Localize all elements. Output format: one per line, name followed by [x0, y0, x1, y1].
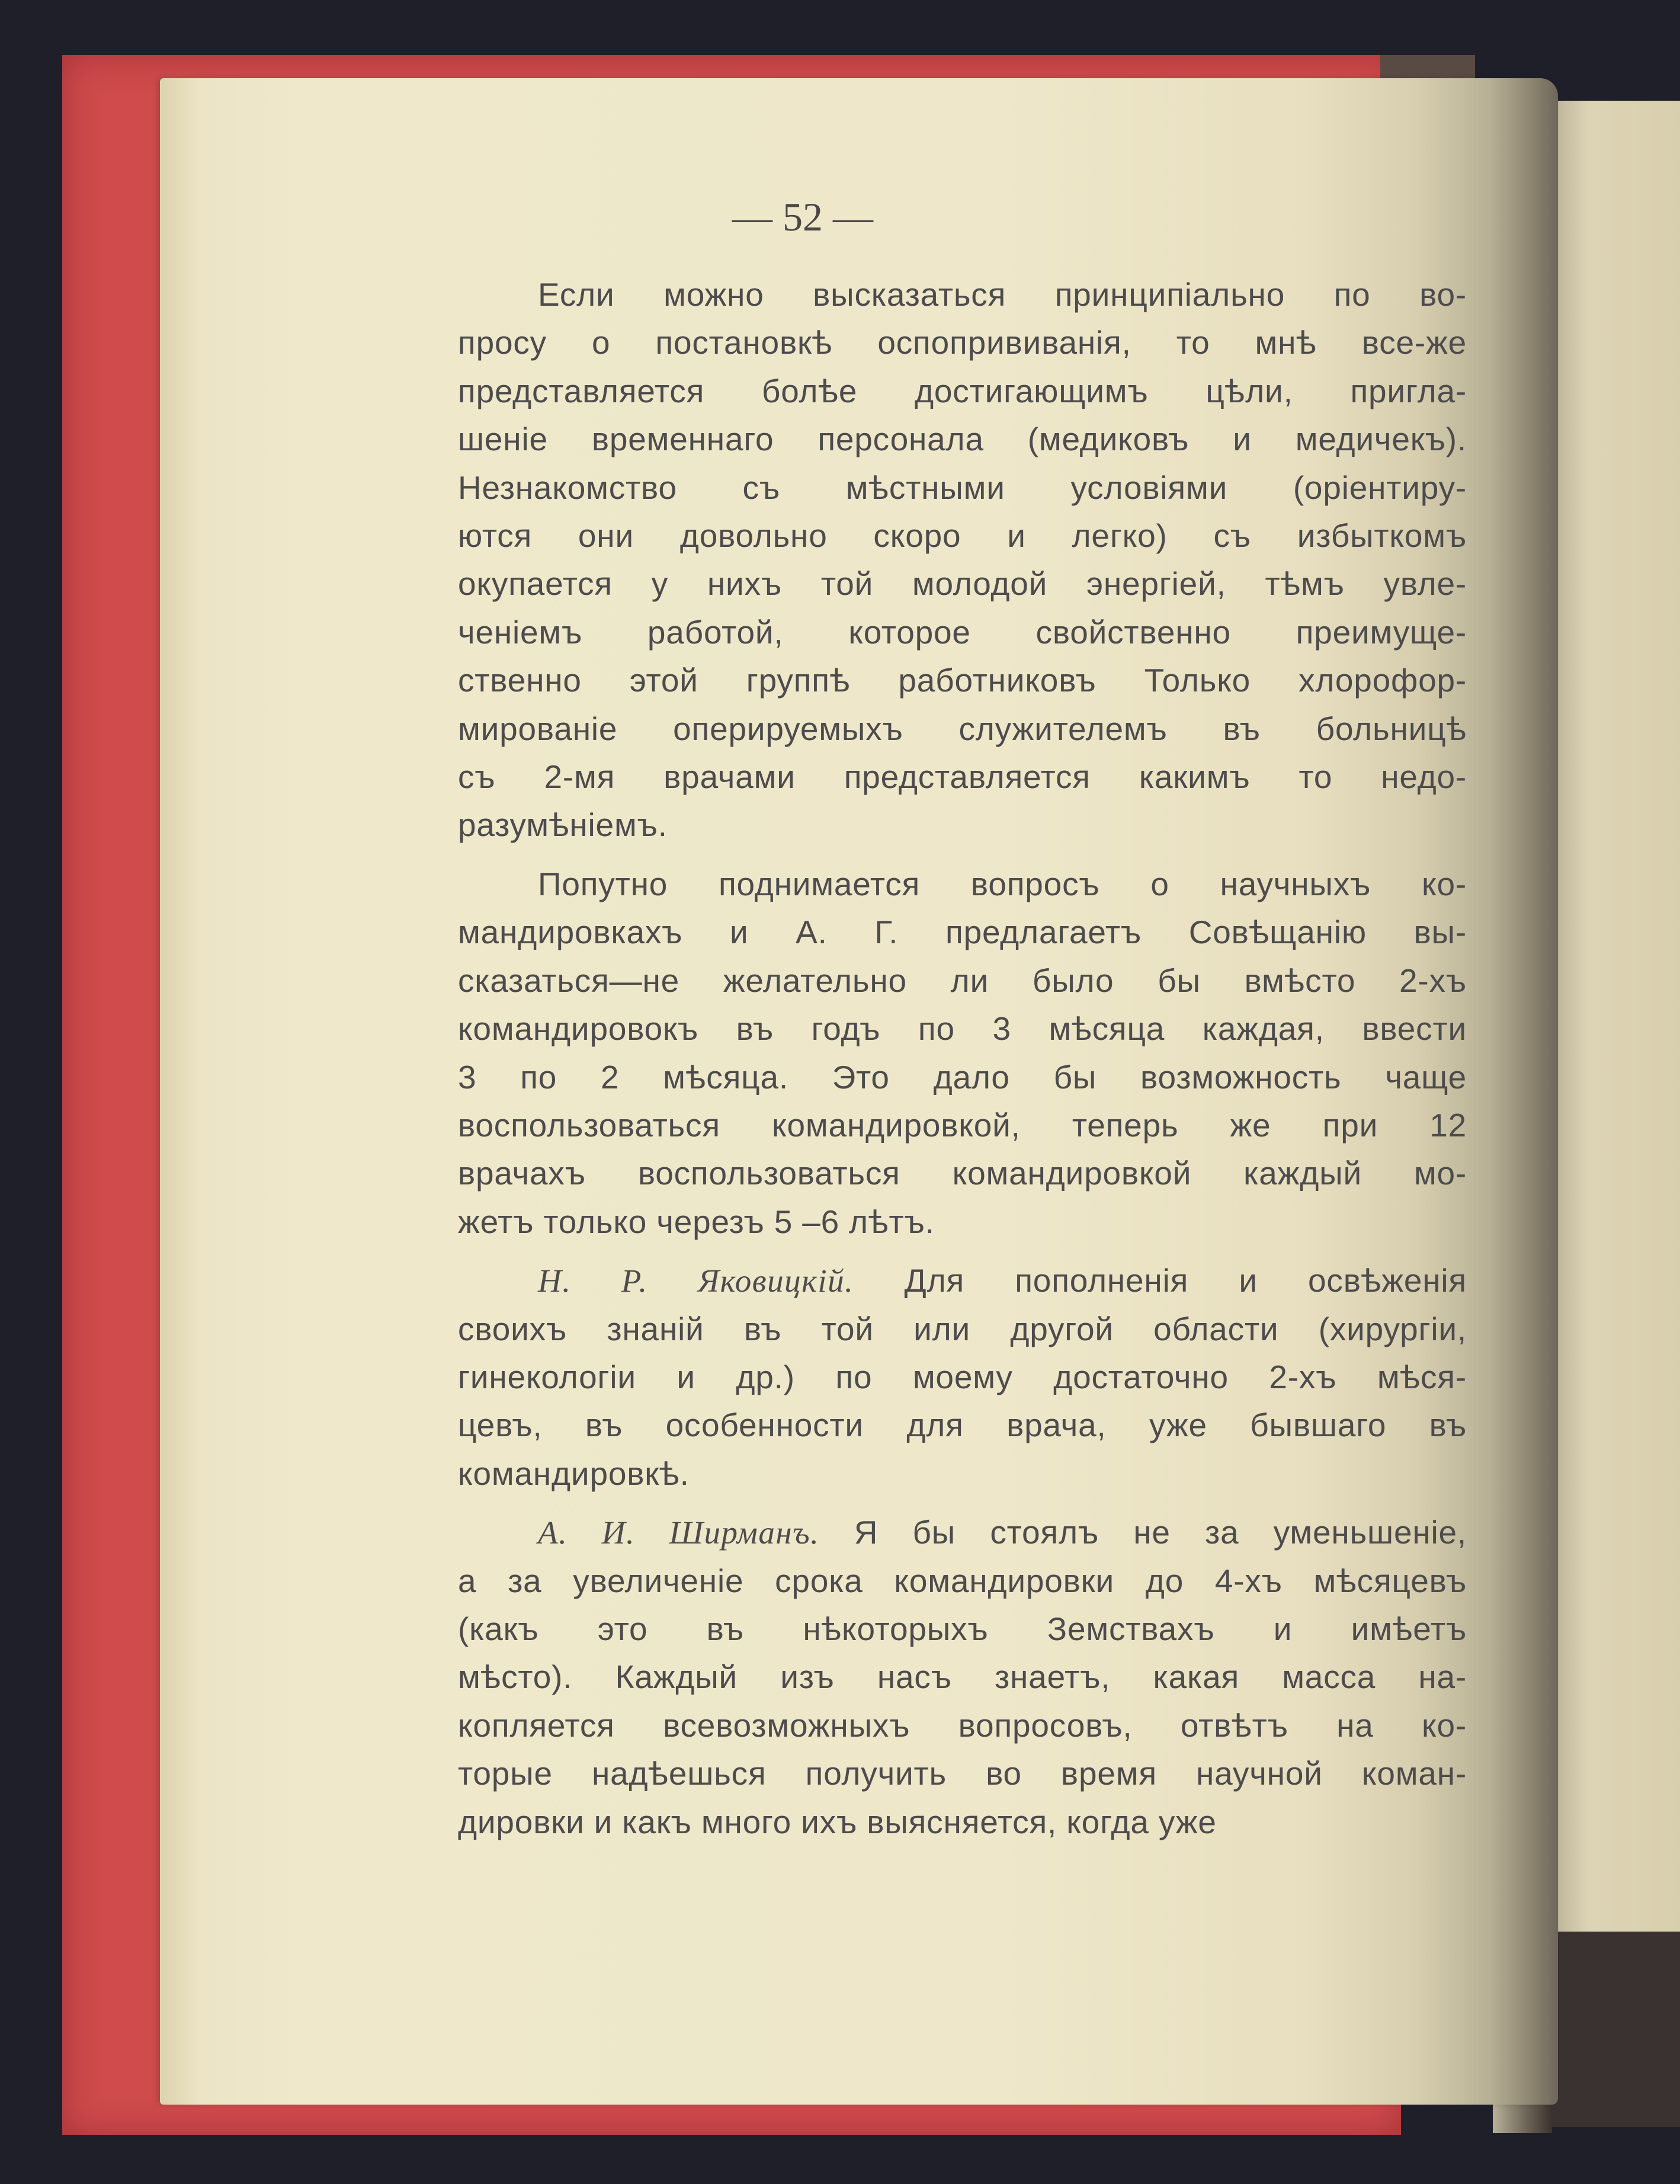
- text-line: [458, 1450, 1467, 1498]
- line-text: Если можно высказаться принципіально по во-: [538, 276, 1467, 313]
- line-text: просу о постановкѣ оспопрививанія, то мнѣ все-же: [458, 324, 1467, 361]
- page-text: [458, 271, 1467, 1846]
- text-line: [458, 1798, 1467, 1846]
- paragraph: [458, 1257, 1467, 1498]
- line-text: представляется болѣе достигающимъ цѣли, пригла-: [458, 372, 1467, 409]
- line-text: (какъ это въ нѣкоторыхъ Земствахъ и имѣетъ: [458, 1610, 1467, 1647]
- text-line: [458, 512, 1467, 560]
- text-line: [458, 319, 1467, 367]
- line-text: 3 по 2 мѣсяца. Это дало бы возможность чаще: [458, 1058, 1467, 1096]
- line-text: а за увеличеніе срока командировки до 4-хъ мѣсяцевъ: [458, 1562, 1467, 1599]
- line-text: ченіемъ работой, которое свойственно преимуще-: [458, 613, 1467, 651]
- line-text: мированіе оперируемыхъ служителемъ въ больницѣ: [458, 710, 1467, 747]
- line-text: шеніе временнаго персонала (медиковъ и медичекъ).: [458, 421, 1467, 458]
- text-line: [458, 657, 1467, 704]
- text-line: [458, 1401, 1467, 1449]
- text-line: [458, 1702, 1467, 1750]
- text-line: [458, 1005, 1467, 1053]
- line-text: Попутно поднимается вопросъ о научныхъ ко-: [538, 865, 1467, 902]
- line-text: торые надѣешься получить во время научной коман-: [458, 1755, 1467, 1792]
- line-text: окупается у нихъ той молодой энергiей, тѣмъ увле-: [458, 565, 1467, 603]
- line-text: гинекологіи и др.) по моему достаточно 2-хъ мѣся-: [458, 1358, 1467, 1395]
- text-line: [458, 1605, 1467, 1653]
- speaker-name: А. И. Ширманъ.: [538, 1514, 820, 1551]
- text-line: [458, 271, 1467, 319]
- line-text: командировкѣ.: [458, 1455, 690, 1492]
- line-text: сказаться—не желательно ли было бы вмѣсто 2-хъ: [458, 962, 1467, 999]
- text-line: [458, 1750, 1467, 1798]
- line-text: Незнакомство съ мѣстными условіями (оріентиру-: [458, 469, 1467, 506]
- text-line: [458, 1101, 1467, 1149]
- book-page: [160, 78, 1558, 2105]
- line-text: командировокъ въ годъ по 3 мѣсяца каждая, ввести: [458, 1010, 1467, 1048]
- text-line: [458, 560, 1467, 608]
- line-text: мѣсто). Каждый изъ насъ знаетъ, какая масса на-: [458, 1658, 1467, 1696]
- page-number: — 52 —: [732, 194, 873, 239]
- line-text: ются они довольно скоро и легко) съ избыткомъ: [458, 517, 1467, 555]
- paragraph: [458, 271, 1467, 850]
- line-text: разумѣніемъ.: [458, 806, 668, 844]
- text-line: [458, 1353, 1467, 1401]
- text-line: [458, 1557, 1467, 1605]
- line-text: своихъ знаній въ той или другой области (хирургіи,: [458, 1310, 1467, 1347]
- line-text: копляется всевозможныхъ вопросовъ, отвѣтъ на ко-: [458, 1706, 1467, 1744]
- line-text: ственно этой группѣ работниковъ Только хлорофор-: [458, 662, 1467, 699]
- text-line: [458, 1053, 1467, 1101]
- line-text: Для пополненія и освѣженія: [904, 1262, 1467, 1299]
- text-line: [458, 464, 1467, 512]
- paragraph: [458, 860, 1467, 1246]
- text-line: [458, 367, 1467, 415]
- line-text: дировки и какъ много ихъ выясняется, когда уже: [458, 1803, 1217, 1840]
- text-line: [458, 753, 1467, 801]
- text-line: [458, 1305, 1467, 1353]
- line-text: воспользоваться командировкой, теперь же при 12: [458, 1106, 1467, 1144]
- line-text: жетъ только черезъ 5 –6 лѣтъ.: [458, 1203, 935, 1240]
- line-text: цевъ, въ особенности для врача, уже бывшаго въ: [458, 1407, 1467, 1444]
- text-line: [458, 705, 1467, 753]
- speaker-name: Н. Р. Яковицкій.: [538, 1263, 854, 1299]
- book-edge-bottom: [1552, 1932, 1680, 2127]
- text-line: [458, 1509, 1467, 1557]
- text-line: [458, 1149, 1467, 1197]
- paragraph: [458, 1509, 1467, 1846]
- text-line: [458, 957, 1467, 1005]
- text-line: [458, 1198, 1467, 1246]
- text-line: [458, 908, 1467, 956]
- text-line: [458, 609, 1467, 657]
- text-line: [458, 415, 1467, 463]
- line-text: Я бы стоялъ не за уменьшеніе,: [854, 1514, 1467, 1551]
- line-text: съ 2-мя врачами представляется какимъ то недо-: [458, 758, 1467, 796]
- line-text: врачахъ воспользоваться командировкой каждый мо-: [458, 1155, 1467, 1192]
- text-line: [458, 1653, 1467, 1701]
- text-line: [458, 860, 1467, 908]
- text-line: [458, 801, 1467, 849]
- text-line: [458, 1257, 1467, 1305]
- line-text: мандировкахъ и А. Г. предлагаетъ Совѣщанію вы-: [458, 914, 1467, 951]
